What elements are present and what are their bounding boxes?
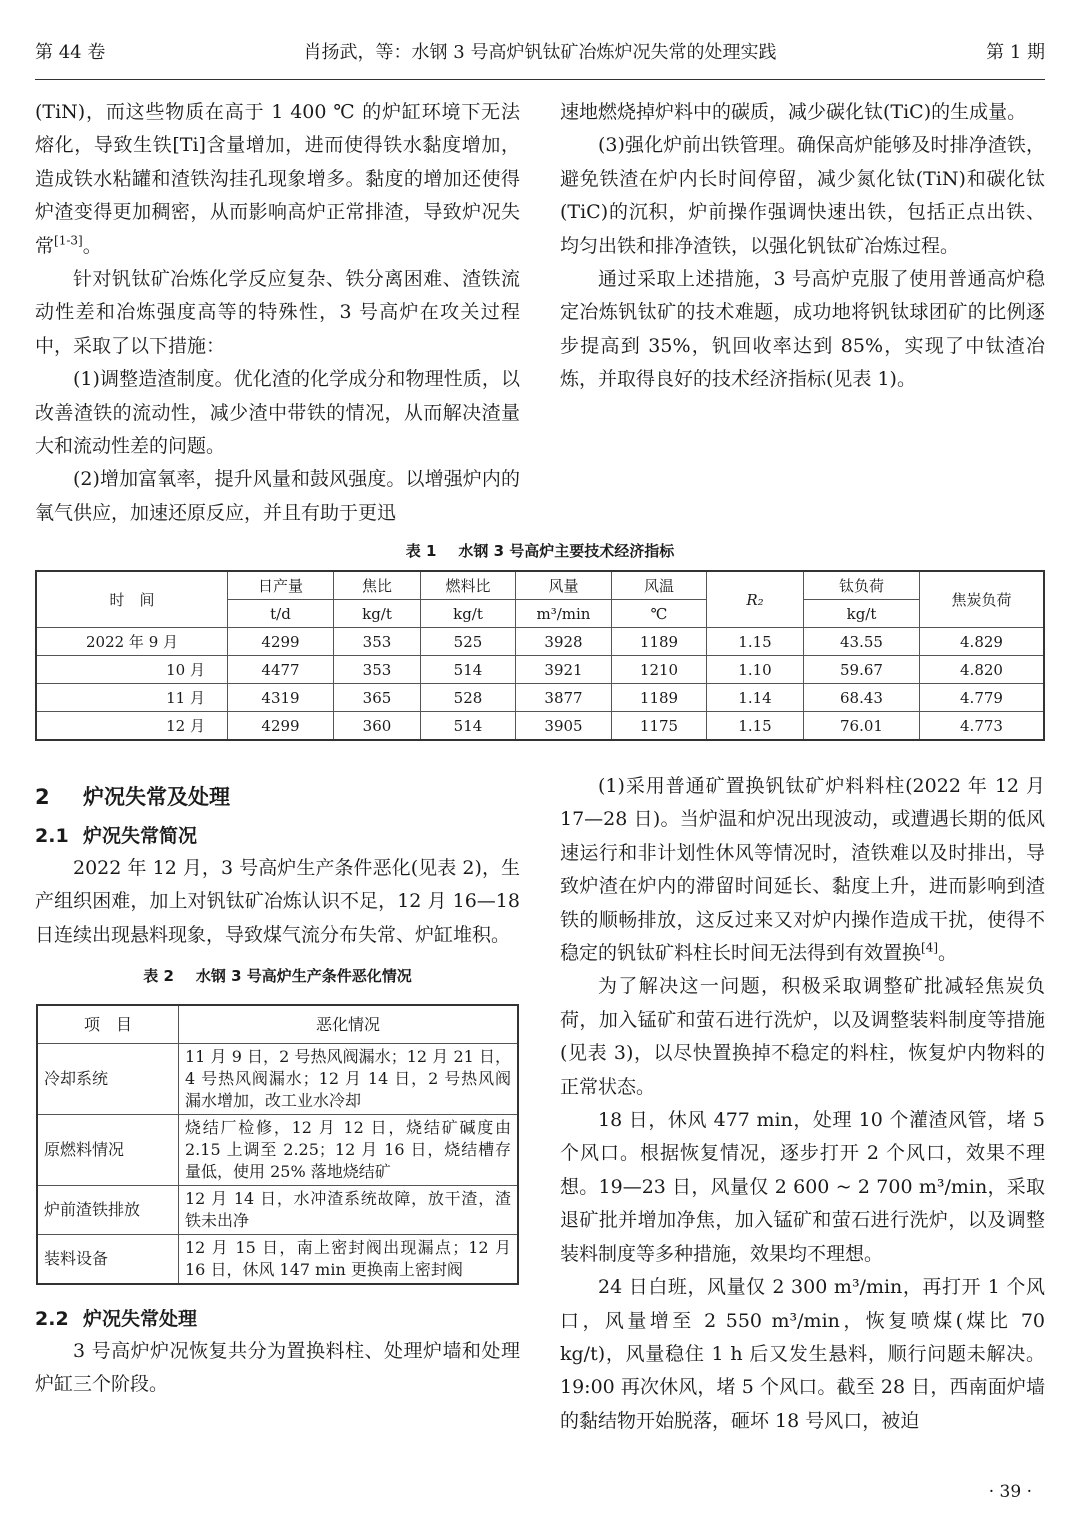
table1-header-cell: 风量 <box>516 571 612 600</box>
table1-cell: 514 <box>421 656 516 684</box>
paragraph <box>560 770 1045 970</box>
table1-cell: 1189 <box>612 628 707 656</box>
table1-cell: 4.773 <box>920 712 1045 741</box>
table1-header-cell: 时 间 <box>36 571 228 628</box>
table2-row <box>37 1235 518 1285</box>
running-header-volume: 第 44 卷 <box>35 42 106 63</box>
table1-cell: 1210 <box>612 656 707 684</box>
running-header-issue: 第 1 期 <box>986 42 1045 63</box>
subsection-heading <box>35 1303 520 1335</box>
table2-row <box>37 1044 518 1115</box>
table1-header-row <box>36 571 1044 600</box>
paragraph-text: (TiN)，而这些物质在高于 1 400 ℃ 的炉缸环境下无法熔化，导致生铁[Ti]含量增加，进而使得铁水黏度增加，造成铁水粘罐和渣铁沟挂孔现象增多。黏度的增加还使得炉渣变得更加稠密，从而影响高炉正常排渣，导致炉况失常 <box>35 101 520 257</box>
table2-caption-number: 表 2 <box>143 967 174 986</box>
subsection-number: 2.2 <box>35 1308 69 1331</box>
table1-header-cell: 风温 <box>612 571 707 600</box>
table1-cell: 10 月 <box>36 656 228 684</box>
paragraph: 通过采取上述措施，3 号高炉克服了使用普通高炉稳定冶炼钒钛矿的技术难题，成功地将钒钛球团矿的比例逐步提高到 35%，钒回收率达到 85%，实现了中钛渣冶炼，并取得良好的技术经济指标(见表 1)。 <box>560 268 1045 391</box>
table2-desc-cell: 烧结厂检修，12 月 12 日，烧结矿碱度由 2.15 上调至 2.25；12 月 16 日，烧结槽存量低，使用 25% 落地烧结矿 <box>179 1115 519 1186</box>
paragraph: 速地燃烧掉炉料中的碳质，减少碳化钛(TiC)的生成量。 <box>560 101 1027 123</box>
table1-cell: 3905 <box>516 712 612 741</box>
table1-cell: 3877 <box>516 684 612 712</box>
paragraph: 24 日白班，风量仅 2 300 m³/min，再打开 1 个风口，风量增至 2 550 m³/min，恢复喷煤(煤比 70 kg/t)，风量稳住 1 h 后又发生悬料，顺行问题未解决。19:00 再次休风，堵 5 个风口。截至 28 日，西南面炉墙的黏结物开始脱落，砸坏 18 号风口，被迫 <box>560 1276 1045 1432</box>
table2-header-cell: 项 目 <box>37 1005 179 1044</box>
table1-header-cell: 燃料比 <box>421 571 516 600</box>
table2-item-cell: 炉前渣铁排放 <box>37 1186 179 1235</box>
table1-cell: 353 <box>334 628 421 656</box>
page-number: · 39 · <box>988 1482 1032 1502</box>
table2-row <box>37 1115 518 1186</box>
paragraph: (3)强化炉前出铁管理。确保高炉能够及时排净渣铁，避免铁渣在炉内长时间停留，减少氮化钛(TiN)和碳化钛(TiC)的沉积，炉前操作强调快速出铁，包括正点出铁、均匀出铁和排净渣铁，以强化钒钛矿冶炼过程。 <box>560 134 1045 257</box>
paragraph: 18 日，休风 477 min，处理 10 个灌渣风管，堵 5 个风口。根据恢复情况，逐步打开 2 个风口，效果不理想。19—23 日，风量仅 2 600 ~ 2 700 m³/min，采取退矿批并增加净焦，加入锰矿和萤石进行洗炉，以及调整装料制度等多种措施，效果均不理想。 <box>560 1109 1045 1265</box>
table1-header-cell: 焦比 <box>334 571 421 600</box>
paragraph: 2022 年 12 月，3 号高炉生产条件恶化(见表 2)，生产组织困难，加上对钒钛矿冶炼认识不足，12 月 16—18 日连续出现悬料现象，导致煤气流分布失常、炉缸堆积。 <box>35 857 520 946</box>
table1-row <box>36 684 1044 712</box>
table1-unit-cell: m³/min <box>516 600 612 628</box>
table1-cell: 1175 <box>612 712 707 741</box>
table1-cell: 4.820 <box>920 656 1045 684</box>
paragraph: (1)调整造渣制度。优化渣的化学成分和物理性质，以改善渣铁的流动性，减少渣中带铁的情况，从而解决渣量大和流动性差的问题。 <box>35 368 520 458</box>
table2-desc-cell: 12 月 15 日，南上密封阀出现漏点；12 月 16 日，休风 147 min 更换南上密封阀 <box>179 1235 519 1285</box>
table1-cell: 2022 年 9 月 <box>36 628 228 656</box>
table2-item-cell: 原燃料情况 <box>37 1115 179 1186</box>
table1-cell: 4319 <box>228 684 334 712</box>
paragraph: 3 号高炉炉况恢复共分为置换料柱、处理炉墙和处理炉缸三个阶段。 <box>35 1340 520 1396</box>
table1-cell: 1.15 <box>707 712 804 741</box>
table1-cell: 4299 <box>228 712 334 741</box>
header-rule <box>35 79 1045 80</box>
table1-caption-text: 水钢 3 号高炉主要技术经济指标 <box>458 542 675 560</box>
table1-row <box>36 628 1044 656</box>
table1-caption <box>0 540 1080 561</box>
table1-cell: 4.829 <box>920 628 1045 656</box>
table1-cell: 1189 <box>612 684 707 712</box>
paragraph: 针对钒钛矿冶炼化学反应复杂、铁分离困难、渣铁流动性差和冶炼强度高等的特殊性，3 号高炉在攻关过程中，采取了以下措施： <box>35 268 520 357</box>
table1-cell: 353 <box>334 656 421 684</box>
table2-header-row <box>37 1005 518 1044</box>
paragraph-text: (1)采用普通矿置换钒钛矿炉料料柱(2022 年 12 月 17—28 日)。当炉温和炉况出现波动，或遭遇长期的低风速运行和非计划性休风等情况时，渣铁难以及时排出，导致炉渣在炉内的滞留时间延长、黏度上升，进而影响到渣铁的顺畅排放，这反过来又对炉内操作造成干扰，使得不稳定的钒钛矿料柱长时间无法得到有效置换 <box>560 775 1045 965</box>
section-number: 2 <box>35 785 50 809</box>
table2-caption <box>35 960 520 993</box>
right-column-top <box>560 96 1045 397</box>
table1-cell: 528 <box>421 684 516 712</box>
table2-row <box>37 1186 518 1235</box>
table1-header-cell: 钛负荷 <box>804 571 920 600</box>
table1-row <box>36 712 1044 741</box>
table1-cell: 365 <box>334 684 421 712</box>
table1-header-cell: 焦炭负荷 <box>920 571 1045 628</box>
table1-caption-number: 表 1 <box>405 542 437 560</box>
table1-cell: 525 <box>421 628 516 656</box>
table2-header-cell: 恶化情况 <box>179 1005 519 1044</box>
table1-cell: 514 <box>421 712 516 741</box>
subsection-title: 炉况失常简况 <box>83 825 198 847</box>
paragraph-end: 。 <box>82 234 102 257</box>
table1 <box>35 570 1045 741</box>
table1-cell: 1.14 <box>707 684 804 712</box>
table1-unit-cell: kg/t <box>334 600 421 628</box>
table2-caption-text: 水钢 3 号高炉生产条件恶化情况 <box>195 967 412 986</box>
table1-unit-cell: kg/t <box>421 600 516 628</box>
subsection-title: 炉况失常处理 <box>83 1308 198 1331</box>
table1-cell: 11 月 <box>36 684 228 712</box>
subsection-heading <box>35 820 520 852</box>
subsection-number: 2.1 <box>35 825 69 847</box>
table1-unit-cell: kg/t <box>804 600 920 628</box>
table2-desc-cell: 12 月 14 日，水冲渣系统故障，放干渣，渣铁未出净 <box>179 1186 519 1235</box>
table1-cell: 1.10 <box>707 656 804 684</box>
table1-header-cell: R₂ <box>707 571 804 628</box>
table2-item-cell: 装料设备 <box>37 1235 179 1285</box>
table1-cell: 12 月 <box>36 712 228 741</box>
table1-cell: 4477 <box>228 656 334 684</box>
right-column-bottom <box>560 770 1045 1438</box>
table2 <box>36 1004 519 1285</box>
paragraph: 为了解决这一问题，积极采取调整矿批减轻焦炭负荷，加入锰矿和萤石进行洗炉，以及调整装料制度等措施(见表 3)，以尽快置换掉不稳定的料柱，恢复炉内物料的正常状态。 <box>560 975 1045 1098</box>
table1-header-cell: 日产量 <box>228 571 334 600</box>
paragraph-end: 。 <box>938 942 958 965</box>
table1-cell: 4299 <box>228 628 334 656</box>
table1-cell: 4.779 <box>920 684 1045 712</box>
table1-row <box>36 656 1044 684</box>
section-title: 炉况失常及处理 <box>83 785 230 809</box>
table1-unit-cell: ℃ <box>612 600 707 628</box>
table1-cell: 59.67 <box>804 656 920 684</box>
left-column-top <box>35 96 520 530</box>
table1-cell: 3921 <box>516 656 612 684</box>
table1-cell: 1.15 <box>707 628 804 656</box>
table1-cell: 43.55 <box>804 628 920 656</box>
running-header-title: 肖扬武，等：水钢 3 号高炉钒钛矿冶炼炉况失常的处理实践 <box>303 42 777 63</box>
section-heading <box>35 782 520 812</box>
citation-ref: [4] <box>921 940 939 955</box>
citation-ref: [1-3] <box>54 233 83 248</box>
table1-unit-cell: t/d <box>228 600 334 628</box>
table2-desc-cell: 11 月 9 日，2 号热风阀漏水；12 月 21 日，4 号热风阀漏水；12 月 14 日，2 号热风阀漏水增加，改工业水冷却 <box>179 1044 519 1115</box>
table1-cell: 68.43 <box>804 684 920 712</box>
table2-item-cell: 冷却系统 <box>37 1044 179 1115</box>
left-column-bottom <box>35 770 520 1402</box>
table1-cell: 360 <box>334 712 421 741</box>
paragraph <box>35 96 520 263</box>
table1-cell: 76.01 <box>804 712 920 741</box>
table1-cell: 3928 <box>516 628 612 656</box>
paragraph: (2)增加富氧率，提升风量和鼓风强度。以增强炉内的氧气供应，加速还原反应，并且有助于更迅 <box>35 468 520 524</box>
